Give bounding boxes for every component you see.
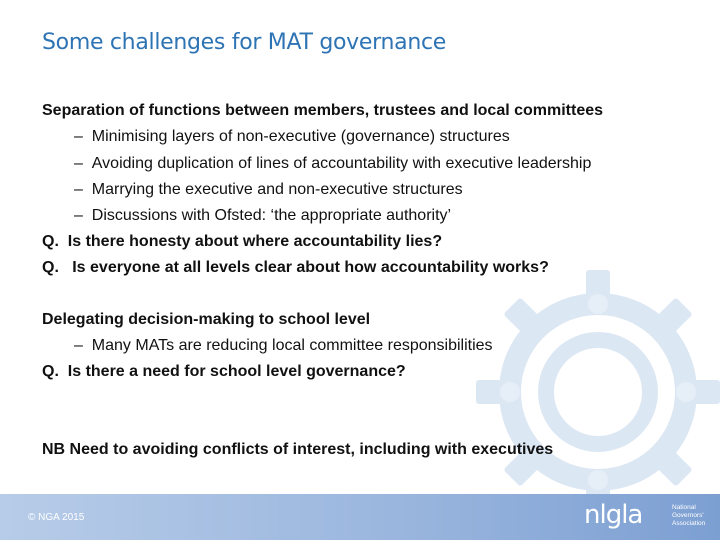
copyright: © NGA 2015 [28,512,85,523]
question-text: Is everyone at all levels clear about how accountability works? [72,259,549,276]
question-text: Is there honesty about where accountability lies? [67,233,443,250]
question-marker: Q. [42,259,59,276]
gear-icon [468,262,720,522]
logo-subtitle [672,504,716,528]
nga-logo: nlgla [584,500,643,530]
logo-sub-line: National [672,504,696,511]
question-marker: Q. [42,363,59,380]
question-item [42,259,549,277]
bullet-text: Discussions with Ofsted: ‘the appropriate authority’ [91,207,452,224]
page-title: Some challenges for MAT governance [42,30,446,55]
list-item [74,128,510,146]
logo-sub-line: Governors' [672,512,704,519]
question-text: Is there a need for school level governance? [67,363,406,380]
section2-heading: Delegating decision-making to school level [42,311,371,328]
question-item [42,233,442,251]
list-item [74,155,591,173]
dash-marker: – [74,128,83,145]
list-item [74,337,493,355]
list-item [74,181,463,199]
bullet-text: Minimising layers of non-executive (governance) structures [91,128,510,145]
dash-marker: – [74,155,83,172]
note: NB Need to avoiding conflicts of interest, including with executives [42,441,554,458]
dash-marker: – [74,337,83,354]
dash-marker: – [74,181,83,198]
logo-sub-line: Association [672,520,706,527]
question-item [42,363,406,381]
list-item [74,207,451,225]
bullet-text: Marrying the executive and non-executive structures [91,181,463,198]
section1-heading: Separation of functions between members, trustees and local committees [42,102,604,119]
dash-marker: – [74,207,83,224]
bullet-text: Many MATs are reducing local committee responsibilities [91,337,493,354]
footer-bar [0,494,720,540]
question-marker: Q. [42,233,59,250]
bullet-text: Avoiding duplication of lines of accountability with executive leadership [91,155,592,172]
